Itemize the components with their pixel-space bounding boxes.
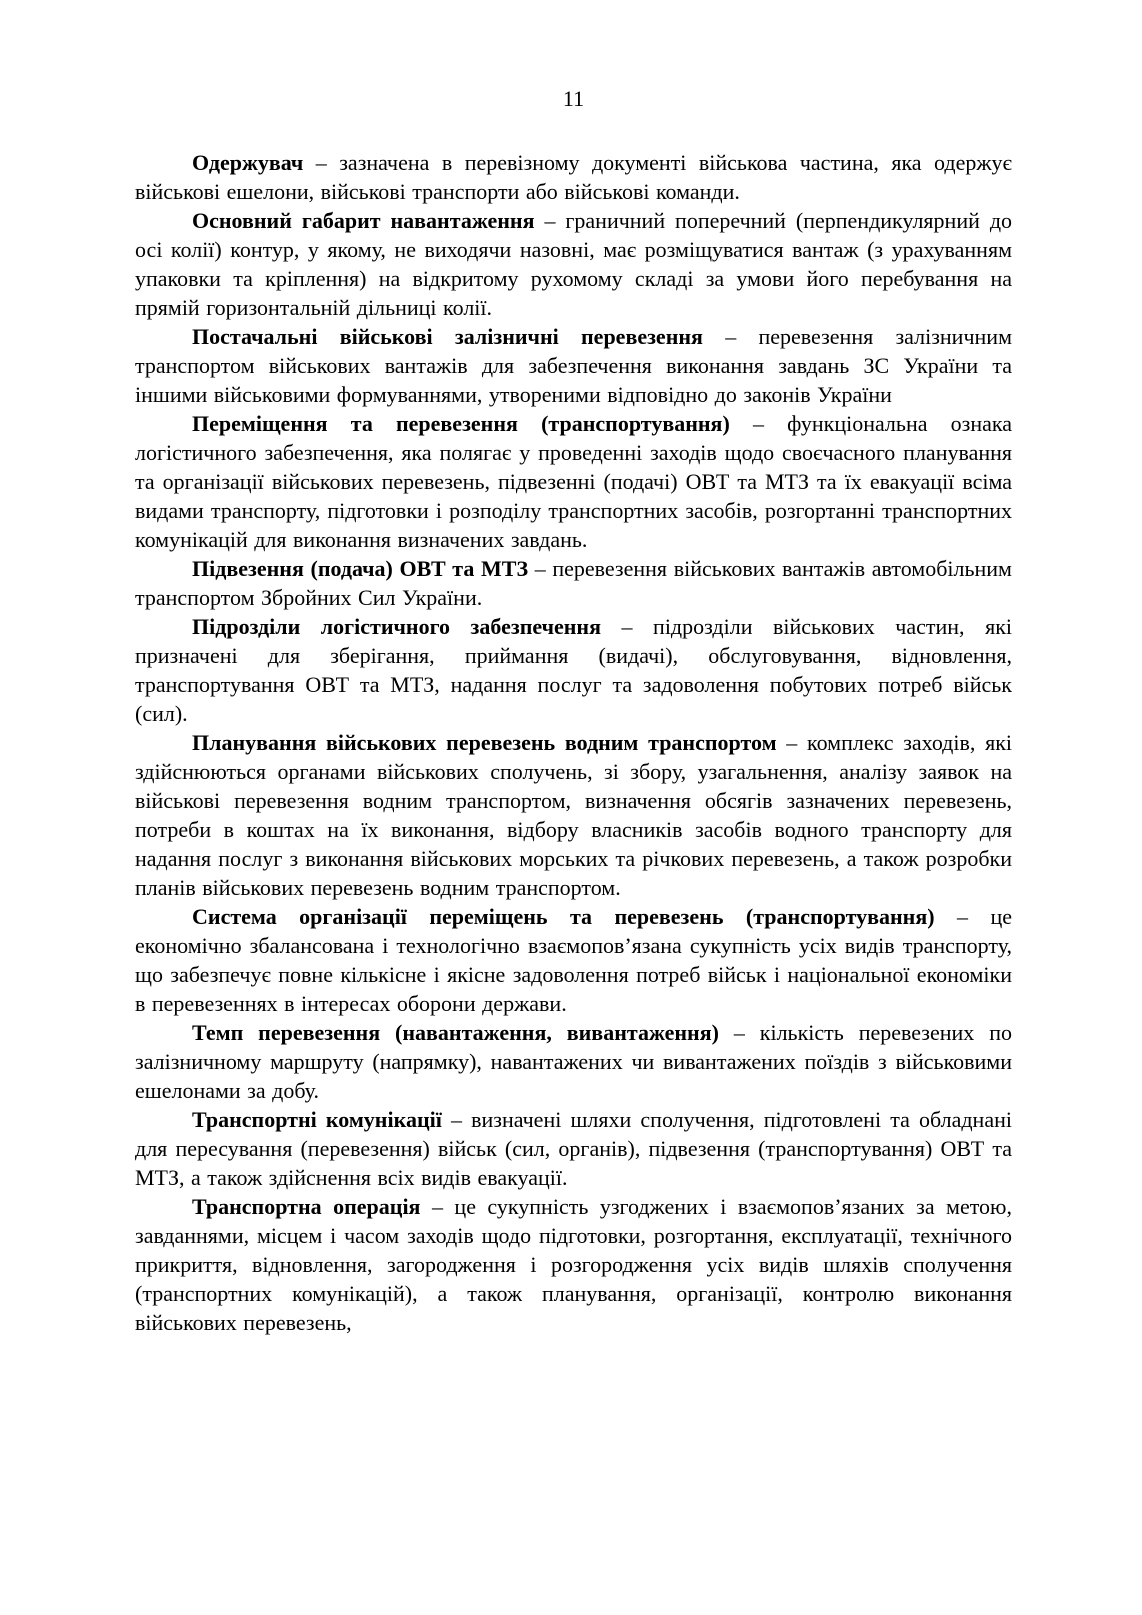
term-text: Постачальні військові залізничні перевезення xyxy=(192,324,703,349)
definition-text: – перевезення військових вантажів автомобільним транспортом Збройних Сил України. xyxy=(135,556,1012,610)
term-text: Транспортна операція xyxy=(192,1194,421,1219)
term-text: Переміщення та перевезення (транспортування) xyxy=(192,411,730,436)
definition-text: – це сукупність узгоджених і взаємопов’язаних за метою, завданнями, місцем і часом заходів щодо підготовки, розгортання, експлуатації, технічного прикриття, відновлення, загородження і розгородження усіх видів шляхів сполучення (транспортних комунікацій), а також планування, організації, контролю виконання військових перевезень, xyxy=(135,1194,1012,1335)
definition-text: – функціональна ознака логістичного забезпечення, яка полягає у проведенні заходів щодо своєчасного планування та організації військових перевезень, підвезенні (подачі) ОВТ та МТЗ та їх евакуації всіма видами транспорту, підготовки і розподілу транспортних засобів, розгортанні транспортних комунікацій для виконання визначених завдань. xyxy=(135,411,1013,552)
term-text: Підвезення (подача) ОВТ та МТЗ xyxy=(192,556,529,581)
definition-paragraph xyxy=(135,1018,1012,1105)
definition-paragraph xyxy=(135,1192,1012,1337)
definition-paragraph xyxy=(135,1105,1012,1192)
definition-paragraph xyxy=(135,409,1012,554)
definition-text: – граничний поперечний (перпендикулярний до осі колії) контур, у якому, не виходячи назовні, має розміщуватися вантаж (з урахуванням упаковки та кріплення) на відкритому рухомому складі за умови його перебування на прямій горизонтальній дільниці колії. xyxy=(135,208,1013,320)
term-text: Підрозділи логістичного забезпечення xyxy=(192,614,602,639)
definition-text: – це економічно збалансована і технологічно взаємопов’язана сукупність усіх видів транспорту, що забезпечує повне кількісне і якісне задоволення потреб військ і національної економіки в перевезеннях в інтересах оборони держави. xyxy=(135,904,1012,1016)
definition-text: – визначені шляхи сполучення, підготовлені та обладнані для пересування (перевезення) військ (сил, органів), підвезення (транспортування) ОВТ та МТЗ, а також здійснення всіх видів евакуації. xyxy=(135,1107,1012,1190)
definition-text: – зазначена в перевізному документі військова частина, яка одержує військові ешелони, військові транспорти або військові команди. xyxy=(135,150,1012,204)
term-text: Планування військових перевезень водним транспортом xyxy=(192,730,777,755)
term-text: Транспортні комунікації xyxy=(192,1107,442,1132)
definition-paragraph xyxy=(135,728,1012,902)
definition-paragraph xyxy=(135,322,1012,409)
definition-text: – підрозділи військових частин, які призначені для зберігання, приймання (видачі), обслуговування, відновлення, транспортування ОВТ та МТЗ, надання послуг та задоволення побутових потреб військ (сил). xyxy=(135,614,1012,726)
definition-paragraph xyxy=(135,148,1012,206)
page-number: 11 xyxy=(562,86,585,111)
definition-paragraph xyxy=(135,902,1012,1018)
term-text: Одержувач xyxy=(192,150,304,175)
definition-paragraph xyxy=(135,612,1012,728)
definition-text: – перевезення залізничним транспортом військових вантажів для забезпечення виконання завдань ЗС України та іншими військовими формуваннями, утвореними відповідно до законів України xyxy=(135,324,1012,407)
definition-text: – комплекс заходів, які здійснюються органами військових сполучень, зі збору, узагальнення, аналізу заявок на військові перевезення водним транспортом, визначення обсягів зазначених перевезень, потреби в коштах на їх виконання, відбору власників засобів водного транспорту для надання послуг з виконання військових морських та річкових перевезень, а також розробки планів військових перевезень водним транспортом. xyxy=(135,730,1012,900)
term-text: Темп перевезення (навантаження, вивантаження) xyxy=(192,1020,719,1045)
definition-text: – кількість перевезених по залізничному маршруту (напрямку), навантажених чи вивантажених поїздів з військовими ешелонами за добу. xyxy=(135,1020,1012,1103)
term-text: Система організації переміщень та перевезень (транспортування) xyxy=(192,904,935,929)
term-text: Основний габарит навантаження xyxy=(192,208,535,233)
definition-paragraph xyxy=(135,206,1012,322)
definition-paragraph xyxy=(135,554,1012,612)
